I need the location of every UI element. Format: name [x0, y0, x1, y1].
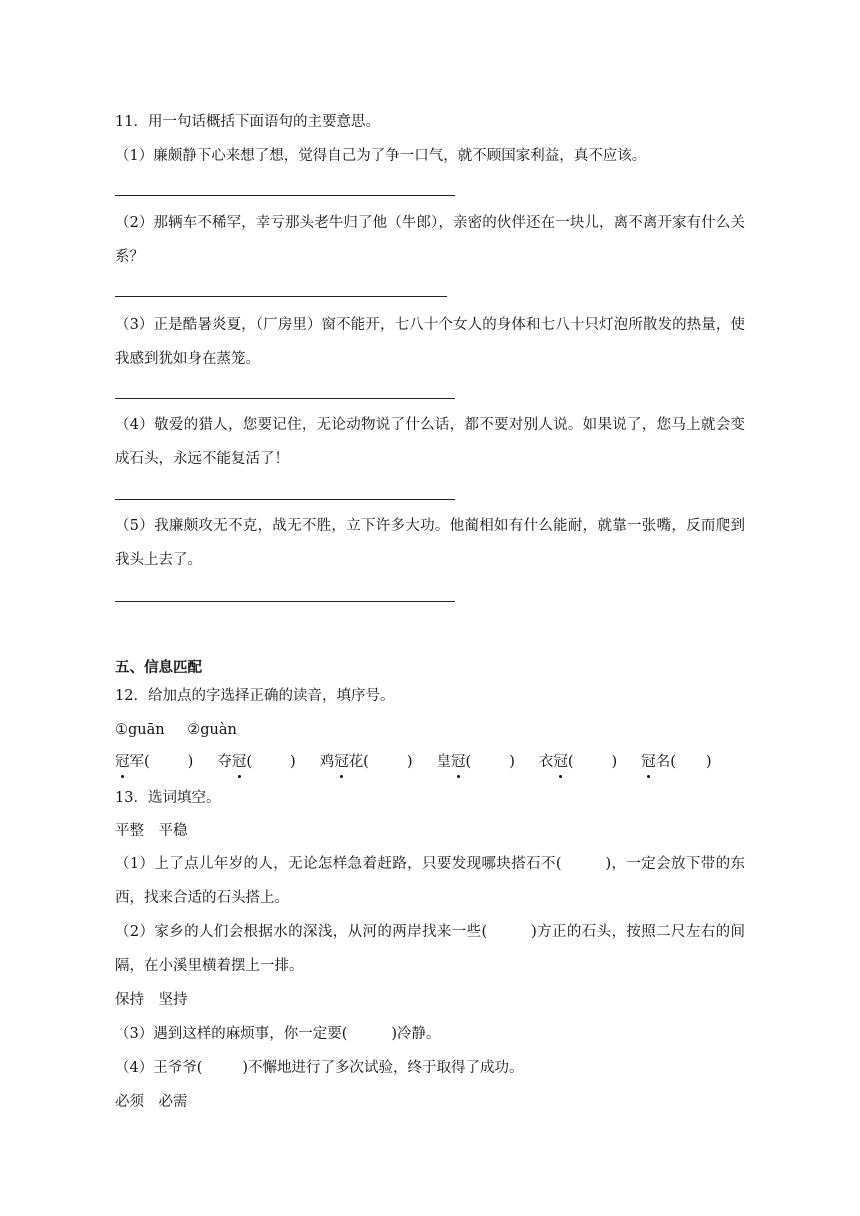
pinyin-options	[115, 720, 255, 740]
q11-item-1: （1）廉颇静下心来想了想，觉得自己为了争一口气，就不顾国家利益，真不应该。	[115, 148, 647, 164]
word-item: 夺冠( )	[217, 754, 296, 770]
section-heading: 五、信息匹配	[115, 660, 202, 676]
q13-item-4: （4）王爷爷( )不懈地进行了多次试验，终于取得了成功。	[115, 1060, 524, 1076]
word-item: 衣冠( )	[538, 754, 618, 770]
q11-item-5: （5）我廉颇攻无不克，战无不胜，立下许多大功。他蔺相如有什么能耐，就靠一张嘴，反而爬到我头上去了。	[115, 518, 745, 568]
answer-line-4[interactable]	[115, 499, 455, 500]
word-item: 鸡冠花( )	[319, 754, 413, 770]
q13-item-3: （3）遇到这样的麻烦事，你一定要( )冷静。	[115, 1026, 441, 1042]
option-1: ①guān	[115, 722, 165, 738]
q11-item-3: （3）正是酷暑炎夏，（厂房里）窗不能开，七八十个女人的身体和七八十只灯泡所散发的热量，使我感到犹如身在蒸笼。	[115, 317, 745, 367]
option-2: ②guàn	[187, 722, 237, 738]
word-group-1: 平整 平稳	[115, 823, 188, 839]
question-13-title: 13．选词填空。	[115, 790, 221, 806]
q11-item-2: （2）那辆车不稀罕，幸亏那头老牛归了他（牛郎），亲密的伙伴还在一块儿，离不离开家有什么关系？	[115, 215, 745, 265]
word-group-2: 保持 坚持	[115, 992, 188, 1008]
answer-line-2[interactable]	[115, 296, 447, 297]
word-group-3: 必须 必需	[115, 1094, 188, 1110]
word-item: 皇冠( )	[436, 754, 515, 770]
answer-line-3[interactable]	[115, 398, 455, 399]
question-11-title: 11．用一句话概括下面语句的主要意思。	[115, 114, 380, 130]
word-item: 冠军( )	[115, 754, 194, 770]
answer-line-1[interactable]	[115, 195, 455, 196]
word-item: 冠名( )	[641, 754, 712, 770]
q11-item-4: （4）敬爱的猎人，您要记住，无论动物说了什么话，都不要对别人说。如果说了，您马上就会变成石头，永远不能复活了！	[115, 417, 745, 467]
q13-item-1: （1）上了点儿年岁的人，无论怎样急着赶路，只要发现哪块搭石不( )，一定会放下带的东西，找来合适的石头搭上。	[115, 856, 745, 906]
word-match-row	[115, 752, 712, 772]
q13-item-2: （2）家乡的人们会根据水的深浅，从河的两岸找来一些( )方正的石头，按照二尺左右的间隔，在小溪里横着摆上一排。	[115, 924, 746, 974]
question-12-title: 12．给加点的字选择正确的读音，填序号。	[115, 688, 395, 704]
answer-line-5[interactable]	[115, 601, 455, 602]
